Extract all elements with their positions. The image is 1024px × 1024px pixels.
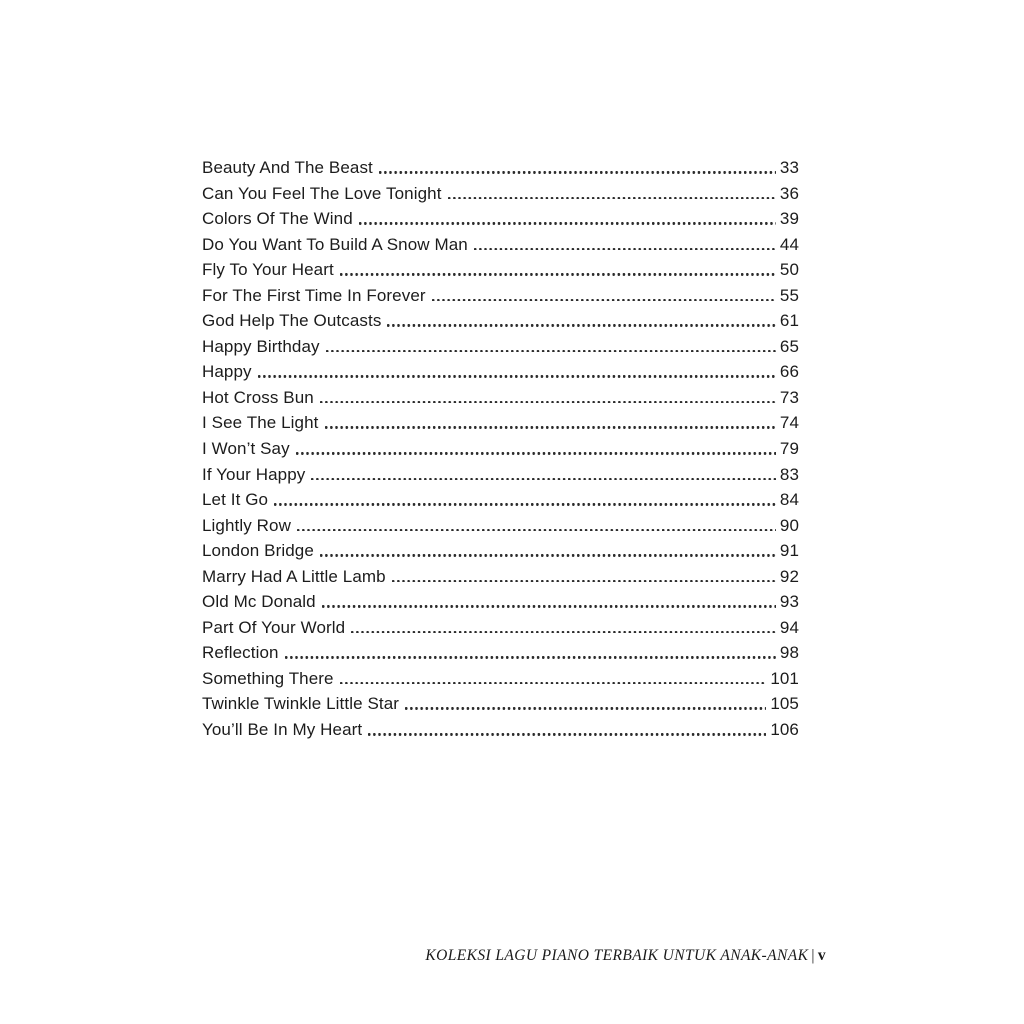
toc-entry-page: 79	[779, 439, 799, 459]
toc-entry-page: 84	[779, 490, 799, 510]
toc-entry	[202, 513, 799, 539]
dot-leader	[320, 554, 776, 557]
toc-entry	[202, 232, 799, 258]
toc-entry-page: 44	[779, 234, 799, 254]
toc-entry-page: 93	[779, 592, 799, 612]
dot-leader	[297, 529, 776, 532]
toc-entry-page: 33	[779, 158, 799, 177]
toc-entry	[202, 564, 799, 590]
dot-leader	[340, 273, 776, 276]
toc-entry	[202, 666, 799, 692]
dot-leader	[392, 580, 776, 583]
toc-entry-title: Can You Feel The Love Tonight	[202, 183, 442, 203]
dot-leader	[368, 733, 766, 736]
footer-separator: |	[811, 947, 815, 964]
toc-entry-title: Lightly Row	[202, 515, 291, 535]
toc-list	[202, 155, 799, 743]
toc-entry-title: Reflection	[202, 643, 279, 663]
toc-entry-title: Marry Had A Little Lamb	[202, 566, 386, 586]
toc-entry	[202, 589, 799, 615]
dot-leader	[379, 171, 776, 174]
toc-entry	[202, 181, 799, 207]
toc-entry-title: Twinkle Twinkle Little Star	[202, 694, 400, 714]
toc-entry	[202, 334, 799, 360]
dot-leader	[258, 375, 776, 378]
dot-leader	[340, 682, 767, 685]
toc-entry-page: 94	[779, 617, 799, 637]
dot-leader	[351, 631, 776, 634]
toc-entry-title: Happy	[202, 362, 252, 382]
toc-entry-title: Old Mc Donald	[202, 592, 316, 612]
dot-leader	[325, 426, 776, 429]
toc-entry-title: Part Of Your World	[202, 617, 346, 637]
toc-entry	[202, 538, 799, 564]
toc-entry	[202, 385, 799, 411]
toc-entry-page: 61	[779, 311, 799, 331]
toc-entry	[202, 615, 799, 641]
toc-entry	[202, 283, 799, 309]
toc-entry-page: 106	[770, 720, 799, 740]
toc-entry-page: 74	[779, 413, 799, 433]
dot-leader	[405, 707, 766, 710]
toc-entry-title: I Won’t Say	[202, 439, 290, 459]
dot-leader	[322, 605, 776, 608]
toc-entry-page: 98	[779, 643, 799, 663]
dot-leader	[359, 222, 776, 225]
footer-book-title: KOLEKSI LAGU PIANO TERBAIK UNTUK ANAK-ANAK	[425, 947, 809, 964]
toc-entry-title: Colors Of The Wind	[202, 209, 353, 229]
toc-entry	[202, 155, 799, 181]
toc-entry-page: 83	[779, 464, 799, 484]
dot-leader	[474, 248, 776, 251]
toc-entry-title: Let It Go	[202, 490, 269, 510]
toc-entry-title: I See The Light	[202, 413, 319, 433]
toc-entry-page: 101	[770, 668, 799, 688]
toc-entry	[202, 640, 799, 666]
toc-entry-page: 65	[779, 336, 799, 356]
toc-entry-page: 36	[779, 183, 799, 203]
toc-entry-title: God Help The Outcasts	[202, 311, 382, 331]
toc-entry-title: Something There	[202, 668, 334, 688]
toc-entry-page: 92	[779, 566, 799, 586]
toc-entry-page: 105	[770, 694, 799, 714]
toc-entry	[202, 359, 799, 385]
toc-entry-title: Beauty And The Beast	[202, 158, 373, 177]
toc-entry-title: You’ll Be In My Heart	[202, 720, 363, 740]
dot-leader	[274, 503, 776, 506]
toc-entry-page: 91	[779, 541, 799, 561]
toc-entry-page: 50	[779, 260, 799, 280]
toc-entry-page: 39	[779, 209, 799, 229]
page-footer	[425, 946, 826, 966]
dot-leader	[387, 324, 775, 327]
toc-entry	[202, 410, 799, 436]
dot-leader	[311, 478, 776, 481]
dot-leader	[320, 401, 776, 404]
toc-entry	[202, 462, 799, 488]
toc-entry-page: 66	[779, 362, 799, 382]
toc-entry-page: 90	[779, 515, 799, 535]
toc-entry	[202, 206, 799, 232]
dot-leader	[326, 350, 776, 353]
toc-entry-page: 55	[779, 285, 799, 305]
dot-leader	[432, 299, 776, 302]
toc-entry-page: 73	[779, 387, 799, 407]
dot-leader	[296, 452, 776, 455]
toc-entry-title: London Bridge	[202, 541, 314, 561]
toc-entry	[202, 487, 799, 513]
toc-entry-title: For The First Time In Forever	[202, 285, 426, 305]
toc-entry	[202, 717, 799, 743]
toc-entry	[202, 257, 799, 283]
toc-entry	[202, 691, 799, 717]
toc-entry-title: Do You Want To Build A Snow Man	[202, 234, 468, 254]
toc-entry	[202, 436, 799, 462]
dot-leader	[285, 656, 776, 659]
toc-entry-title: Happy Birthday	[202, 336, 320, 356]
toc-entry-title: If Your Happy	[202, 464, 306, 484]
toc-entry-title: Hot Cross Bun	[202, 387, 314, 407]
dot-leader	[448, 197, 776, 200]
toc-entry-title: Fly To Your Heart	[202, 260, 334, 280]
toc-entry	[202, 308, 799, 334]
footer-page-number: v	[817, 947, 826, 964]
